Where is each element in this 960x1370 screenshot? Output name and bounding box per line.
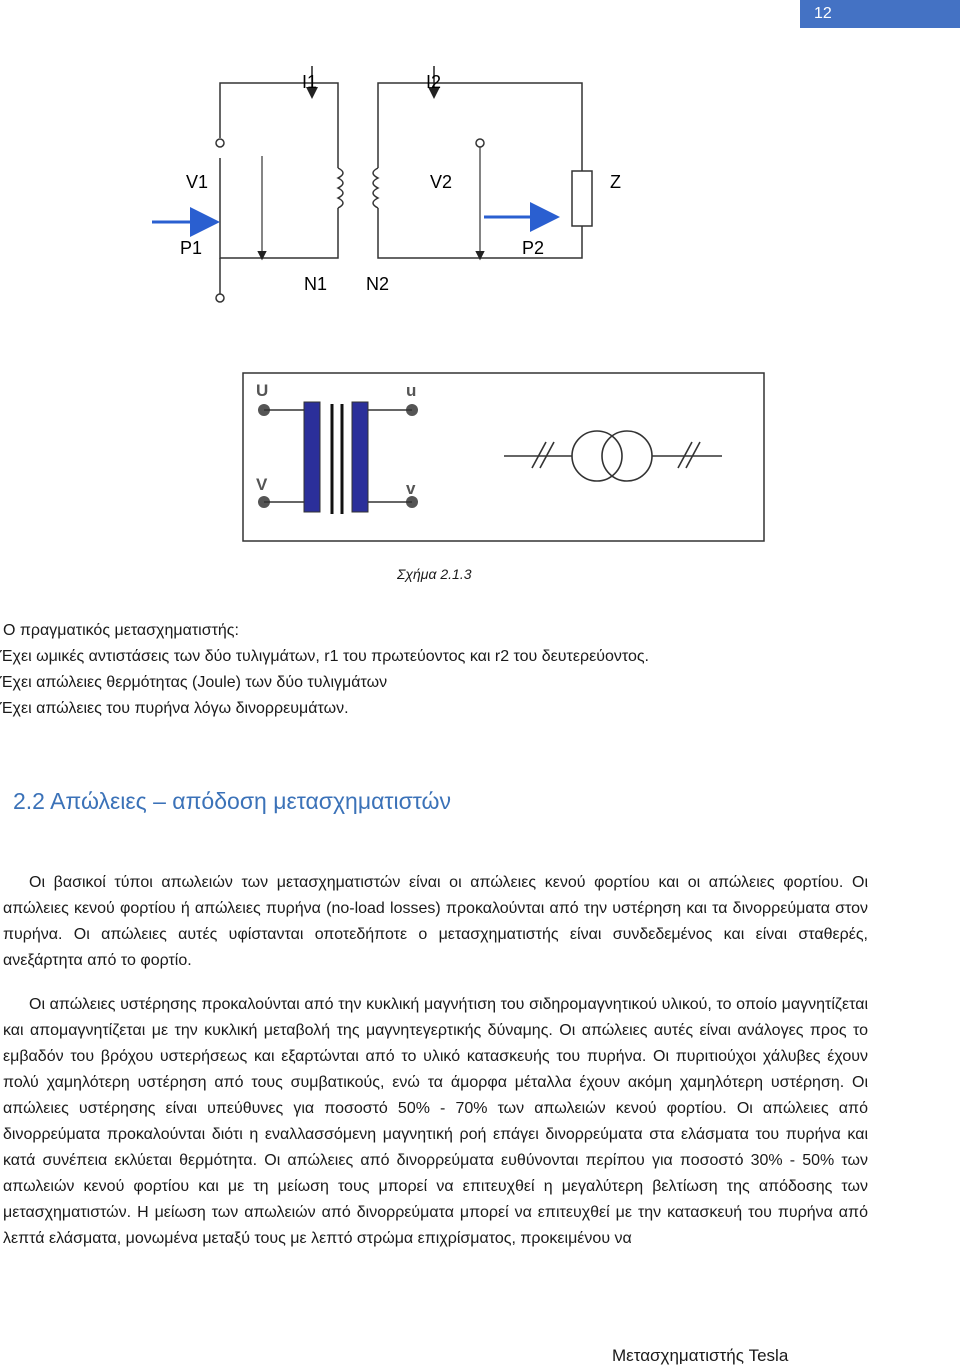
label-v2: V2 [430,172,453,192]
intro-line: Έχει απώλειες θερμότητας (Joule) των δύο τυλιγμάτων [0,674,388,691]
section-heading: 2.2 Απώλειες – απόδοση μετασχηματιστών [13,788,451,814]
intro-line: Ο πραγματικός μετασχηματιστής: [3,622,239,639]
secondary-top-terminal [476,139,484,147]
secondary-winding [352,402,368,512]
page-number: 12 [814,5,832,22]
primary-coil [338,168,343,208]
page-footer: Μετασχηματιστής Tesla [612,1346,789,1365]
paragraph: Οι απώλειες υστέρησης προκαλούνται από την κυκλική μαγνήτιση του σιδηρομαγνητικού υλικού, το οποίο μαγνητίζεται και απομαγνητίζεται με την κυκλική μεταβολή της μαγνητεγερτικής δύναμης. Οι απώλειες αυτές είναι ανάλογες προς το εμβαδόν του βρόχου υστερήσεως και εξαρτώνται από το υλικό κατασκευής του πυρήνα. Οι πυριτιούχοι χάλυβες έχουν πολύ χαμηλότερη υστέρηση από τους συμβατικούς, ενώ τα άμορφα μέταλλα έχουν ακόμη χαμηλότερη υστέρηση. Οι απώλειες υστέρησης είναι υπεύθυνες για ποσοστό 50% - 70% των απωλειών κενού φορτίου. Οι απώλειες από δινορρεύματα προκαλούνται διότι η εναλλασσόμενη μαγνητική ροή επάγει δινορρεύματα στα ελάσματα του πυρήνα και κατά συνέπεια εκλύεται θερμότητα. Οι απώλειες από δινορρεύματα ευθύνονται περίπου για ποσοστό 30% - 50% των απωλειών κενού φορτίου και με τη μείωση τους μπορεί να επιτευχθεί η μεγαλύτερη βελτίωση της απόδοσης των μετασχηματιστών. Η μείωση των απωλειών από δινορρεύματα μπορεί να επιτευχθεί με την κατασκευή του πυρήνα από λεπτά ελάσματα, μονωμένα μεταξύ τους με λεπτό στρώμα επιχρίσματος, προκειμένου να [3,996,868,1247]
intro-line: Έχει ωμικές αντιστάσεις των δύο τυλιγμάτων, r1 του πρωτεύοντος και r2 του δευτερεύοντος. [0,648,649,665]
intro-list [0,618,900,722]
label-p1: P1 [180,238,203,258]
label-U: U [256,381,269,400]
label-i2: I2 [426,72,442,92]
label-V: V [256,475,268,494]
label-n2: N2 [366,274,390,294]
label-v: v [406,479,416,498]
intro-line: Έχει απώλειες του πυρήνα λόγω δινορρευμάτων. [0,700,349,717]
label-v1: V1 [186,172,209,192]
label-p2: P2 [522,238,545,258]
transformer-symbol-diagram [242,372,766,544]
label-u: u [406,381,417,400]
load-resistor [572,171,592,226]
label-z: Z [610,172,621,192]
paragraph: Οι βασικοί τύποι απωλειών των μετασχηματιστών είναι οι απώλειες κενού φορτίου και οι απώλειες φορτίου. Οι απώλειες κενού φορτίου ή απώλειες πυρήνα (no-load losses) προκαλούνται από την υστέρηση και τα δινορρεύματα στον πυρήνα. Οι απώλειες αυτές υφίστανται οποτεδήποτε ο μετασχηματιστής είναι συνδεδεμένος και είναι σταθερές, ανεξάρτητα από το φορτίο. [3,874,868,969]
secondary-coil [373,168,378,208]
label-i1: I1 [302,72,318,92]
transformer-circuit-diagram [150,58,650,308]
label-n1: N1 [304,274,328,294]
page-number-badge [800,0,960,28]
primary-top-terminal [216,139,224,147]
primary-winding [304,402,320,512]
primary-bottom-terminal [216,294,224,302]
figure-caption: Σχήμα 2.1.3 [397,566,472,582]
primary-circuit [220,83,338,258]
